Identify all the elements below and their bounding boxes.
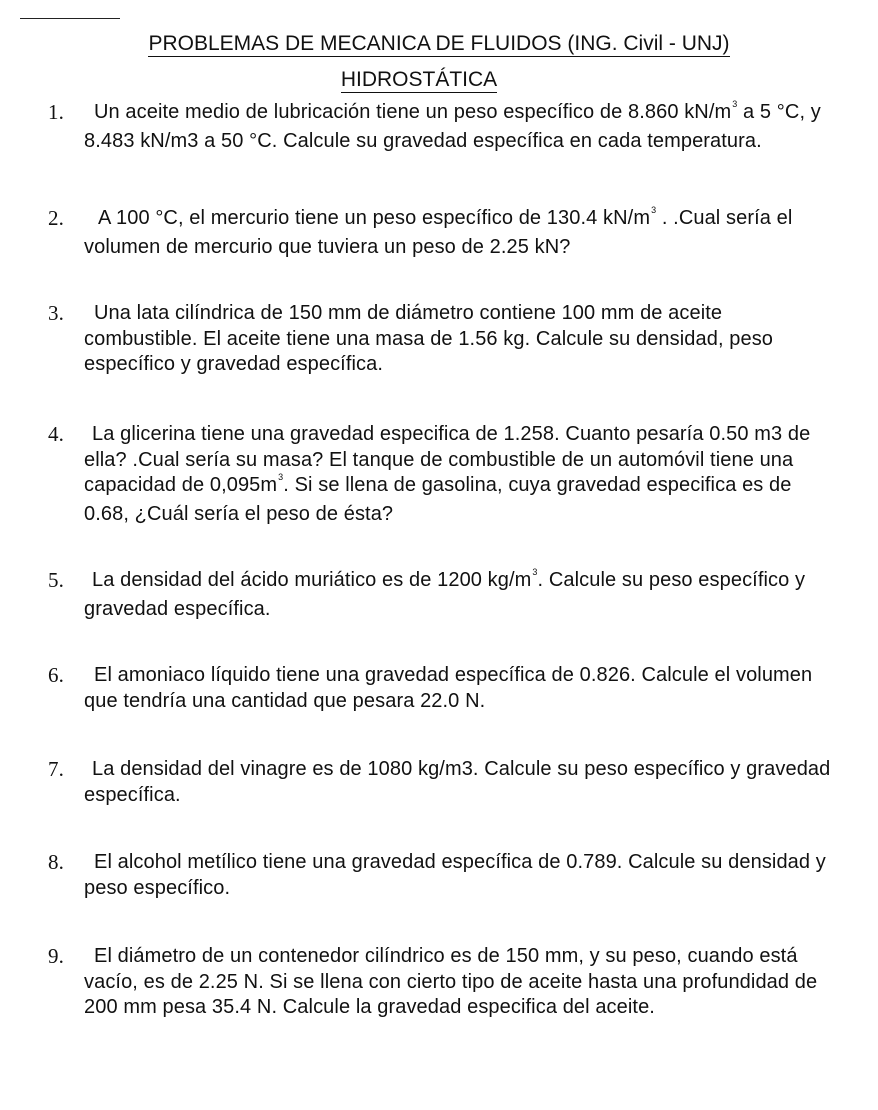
- section-title: [0, 66, 838, 94]
- superscript: 3: [651, 205, 657, 215]
- problem-5: [48, 567, 834, 622]
- problem-number: 1.: [48, 100, 64, 124]
- problem-text: La densidad del ácido muriático es de 1200 kg/m: [92, 569, 532, 591]
- problem-text-continued: . Si se llena de gasolina, cuya gravedad especifica es de 0.68, ¿Cuál sería el peso de ésta?: [84, 474, 792, 525]
- problem-text: El amoniaco líquido tiene una gravedad específica de 0.826. Calcule el volumen que tendría una cantidad que pesara 22.0 N.: [84, 664, 813, 712]
- superscript: 3: [732, 99, 738, 109]
- problem-text-continued: . Calcule su peso específico y gravedad específica.: [84, 569, 806, 620]
- problem-6: [48, 663, 834, 714]
- problem-8: [48, 850, 834, 901]
- problem-number: 7.: [48, 757, 64, 781]
- problem-number: 2.: [48, 206, 64, 230]
- page-title-text: PROBLEMAS DE MECANICA DE FLUIDOS (ING. Civil - UNJ): [148, 32, 730, 55]
- problem-text: El alcohol metílico tiene una gravedad específica de 0.789. Calcule su densidad y peso específico.: [84, 851, 826, 899]
- problem-text-continued: a 5 °C, y 8.483 kN/m3 a 50 °C. Calcule su gravedad específica en cada temperatura.: [84, 101, 821, 152]
- problem-text: La densidad del vinagre es de 1080 kg/m3. Calcule su peso específico y gravedad específica.: [84, 758, 831, 806]
- section-title-text: HIDROSTÁTICA: [340, 68, 498, 91]
- problem-number: 3.: [48, 301, 64, 325]
- problem-9: [48, 944, 834, 1021]
- top-rule: [20, 18, 120, 19]
- problem-number: 5.: [48, 568, 64, 592]
- superscript: 3: [532, 567, 538, 577]
- problem-number: 4.: [48, 422, 64, 446]
- problem-7: [48, 757, 834, 808]
- problem-number: 6.: [48, 663, 64, 687]
- problem-text: Una lata cilíndrica de 150 mm de diámetro contiene 100 mm de aceite combustible. El aceite tiene una masa de 1.56 kg. Calcule su densidad, peso específico y gravedad específica.: [84, 302, 774, 375]
- superscript: 3: [278, 472, 284, 482]
- problem-text: El diámetro de un contenedor cilíndrico es de 150 mm, y su peso, cuando está vacío, es de 2.25 N. Si se llena con cierto tipo de aceite hasta una profundidad de 200 mm pesa 35.4 N. Calcule la gravedad especifica del aceite.: [84, 945, 818, 1018]
- problem-2: [48, 205, 834, 260]
- problem-1: [48, 99, 834, 154]
- page-title: [0, 30, 878, 58]
- problem-number: 8.: [48, 850, 64, 874]
- problem-text: A 100 °C, el mercurio tiene un peso específico de 130.4 kN/m: [98, 207, 651, 229]
- problem-4: [48, 422, 834, 527]
- problem-text: La glicerina tiene una gravedad especifica de 1.258. Cuanto pesaría 0.50 m3 de ella? .Cual sería su masa? El tanque de combustible de un automóvil tiene una capacidad de 0,095m: [84, 423, 811, 496]
- problem-number: 9.: [48, 944, 64, 968]
- problem-text: Un aceite medio de lubricación tiene un peso específico de 8.860 kN/m: [94, 101, 732, 123]
- problem-text-continued: . .Cual sería el volumen de mercurio que tuviera un peso de 2.25 kN?: [84, 207, 793, 258]
- problem-3: [48, 301, 834, 378]
